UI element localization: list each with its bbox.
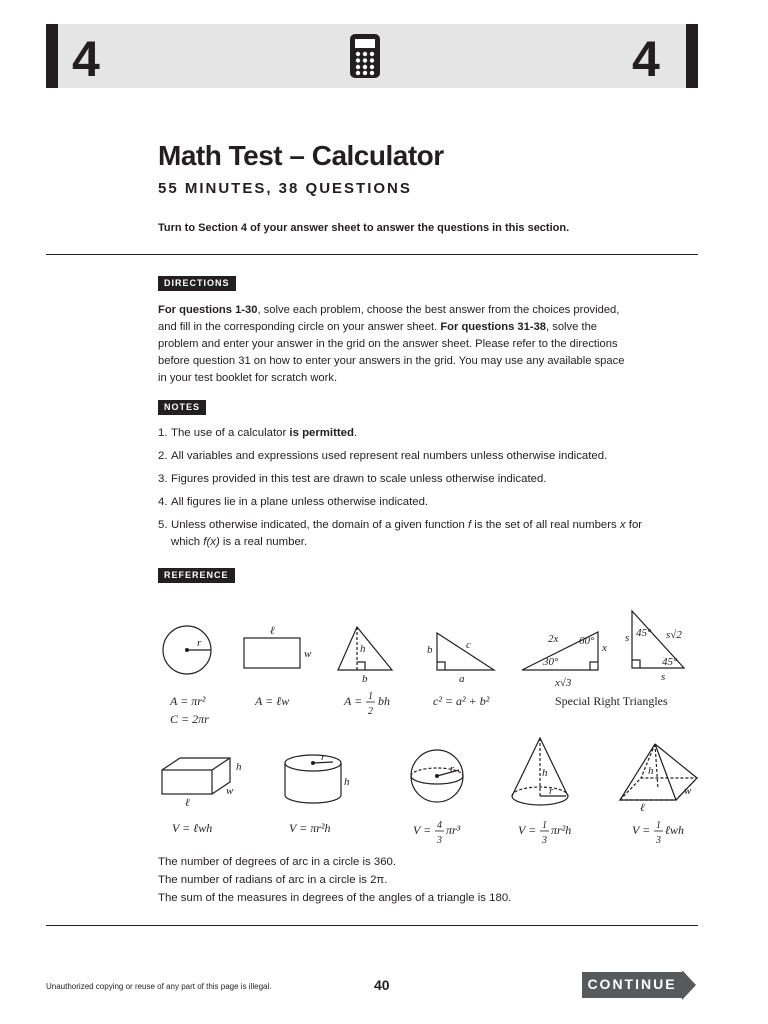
rt-b-label: b — [427, 644, 433, 656]
box-formula: V = ℓwh — [172, 821, 213, 835]
continue-label: CONTINUE — [587, 976, 677, 992]
cone-formula-num: 1 — [542, 820, 547, 831]
pyr-formula-post: ℓwh — [665, 823, 685, 837]
sp2-s-label: s — [625, 632, 630, 644]
answer-sheet-instruction: Turn to Section 4 of your answer sheet to answer the questions in this section. — [158, 222, 570, 234]
note-item: 3. Figures provided in this test are drawn to scale unless otherwise indicated. — [158, 473, 547, 485]
copyright-notice: Unauthorized copying or reuse of any part of this page is illegal. — [46, 982, 272, 991]
cone-r-label: r — [549, 785, 554, 797]
tri-h-label: h — [360, 643, 366, 655]
tri-formula-den: 2 — [368, 706, 373, 717]
pyr-h-label: h — [648, 765, 654, 777]
cone-figure — [512, 738, 568, 805]
cone-formula-den: 3 — [542, 835, 547, 846]
header-bar-right — [686, 24, 698, 88]
box-w-label: w — [226, 785, 234, 797]
tri-formula-post: bh — [378, 694, 390, 708]
page-title: Math Test – Calculator — [158, 140, 444, 171]
pyr-w-label: w — [684, 785, 692, 797]
sph-formula-den: 3 — [437, 835, 442, 846]
fact-degrees: The number of degrees of arc in a circle is 360. — [158, 856, 397, 868]
cone-h-label: h — [542, 767, 548, 779]
tri-formula-num: 1 — [368, 691, 373, 702]
sph-formula-num: 4 — [437, 820, 442, 831]
rect-w-label: w — [304, 648, 312, 660]
sp1-30-label: 30° — [543, 656, 559, 668]
note-item: 1. The use of a calculator is permitted. — [158, 427, 358, 439]
rect-area-formula: A = ℓw — [255, 694, 290, 708]
cyl-r-label: r — [321, 751, 326, 763]
reference-tag: REFERENCE — [158, 568, 235, 583]
pyr-l-label: ℓ — [640, 802, 645, 814]
directions-tag: DIRECTIONS — [158, 276, 236, 291]
notes-tag: NOTES — [158, 400, 206, 415]
sp1-x-label: x — [602, 642, 607, 654]
sp2-45a-label: 45° — [636, 627, 652, 639]
cone-formula-post: πr²h — [551, 823, 572, 837]
rt-a-label: a — [459, 673, 465, 685]
circle-circ-formula: C = 2πr — [170, 712, 209, 726]
pyr-formula-pre: V = — [632, 823, 651, 837]
page-subtitle: 55 MINUTES, 38 QUESTIONS — [158, 180, 412, 197]
rect-l-label: ℓ — [270, 625, 275, 637]
directions-text: For questions 1-30, solve each problem, choose the best answer from the choices provided, and fill in the corresponding circle on your answer sheet. For questions 31-38, solve the problem and enter your answer in the grid on the answer sheet. Please refer to the directions before question 31 on how to enter your answers in the grid. You may use any available space in your test booklet for scratch work. — [158, 304, 625, 384]
fact-triangle-sum: The sum of the measures in degrees of the angles of a triangle is 180. — [158, 892, 512, 904]
sp2-s2-label: s — [661, 671, 666, 683]
rt-c-label: c — [466, 639, 471, 651]
sp1-xr3-label: x√3 — [555, 677, 572, 689]
pyr-formula-num: 1 — [656, 820, 661, 831]
circle-area-formula: A = πr² — [170, 694, 206, 708]
cyl-h-label: h — [344, 776, 350, 788]
header-bar-left — [46, 24, 58, 88]
sp1-60-label: 60° — [579, 635, 595, 647]
pyr-formula-den: 3 — [656, 835, 661, 846]
pythagorean-formula: c² = a² + b² — [433, 694, 490, 708]
notes-list — [158, 425, 658, 557]
section-number-right: 4 — [632, 31, 660, 87]
box-h-label: h — [236, 761, 242, 773]
sp2-45b-label: 45° — [662, 656, 678, 668]
sp2-sr2-label: s√2 — [666, 629, 682, 641]
note-item: 5. Unless otherwise indicated, the domain of a given function f is the set of all real numbers x for which f(x) is a real number. — [158, 519, 643, 548]
divider-bottom — [46, 925, 698, 926]
tri-b-label: b — [362, 673, 368, 685]
tri-formula-pre: A = — [344, 694, 363, 708]
divider-top — [46, 254, 698, 255]
box-l-label: ℓ — [185, 797, 190, 809]
fact-radians: The number of radians of arc in a circle is 2π. — [158, 874, 388, 886]
sp1-2x-label: 2x — [548, 633, 559, 645]
sph-formula-pre: V = — [413, 823, 432, 837]
sph-formula-post: πr³ — [446, 823, 461, 837]
special-triangles-label: Special Right Triangles — [555, 694, 668, 708]
box-figure — [162, 758, 230, 794]
continue-button[interactable] — [582, 971, 698, 1006]
section-number-left: 4 — [72, 31, 100, 87]
rectangle-figure — [244, 638, 300, 668]
note-item: 4. All figures lie in a plane unless otherwise indicated. — [158, 496, 429, 508]
cyl-formula: V = πr²h — [289, 821, 331, 835]
sph-r-label: r — [450, 763, 455, 775]
circle-r-label: r — [197, 637, 202, 649]
calculator-icon — [349, 33, 381, 79]
page-number: 40 — [374, 977, 390, 993]
note-item: 2. All variables and expressions used represent real numbers unless otherwise indicated. — [158, 450, 608, 462]
cone-formula-pre: V = — [518, 823, 537, 837]
reference-figures — [0, 600, 768, 850]
